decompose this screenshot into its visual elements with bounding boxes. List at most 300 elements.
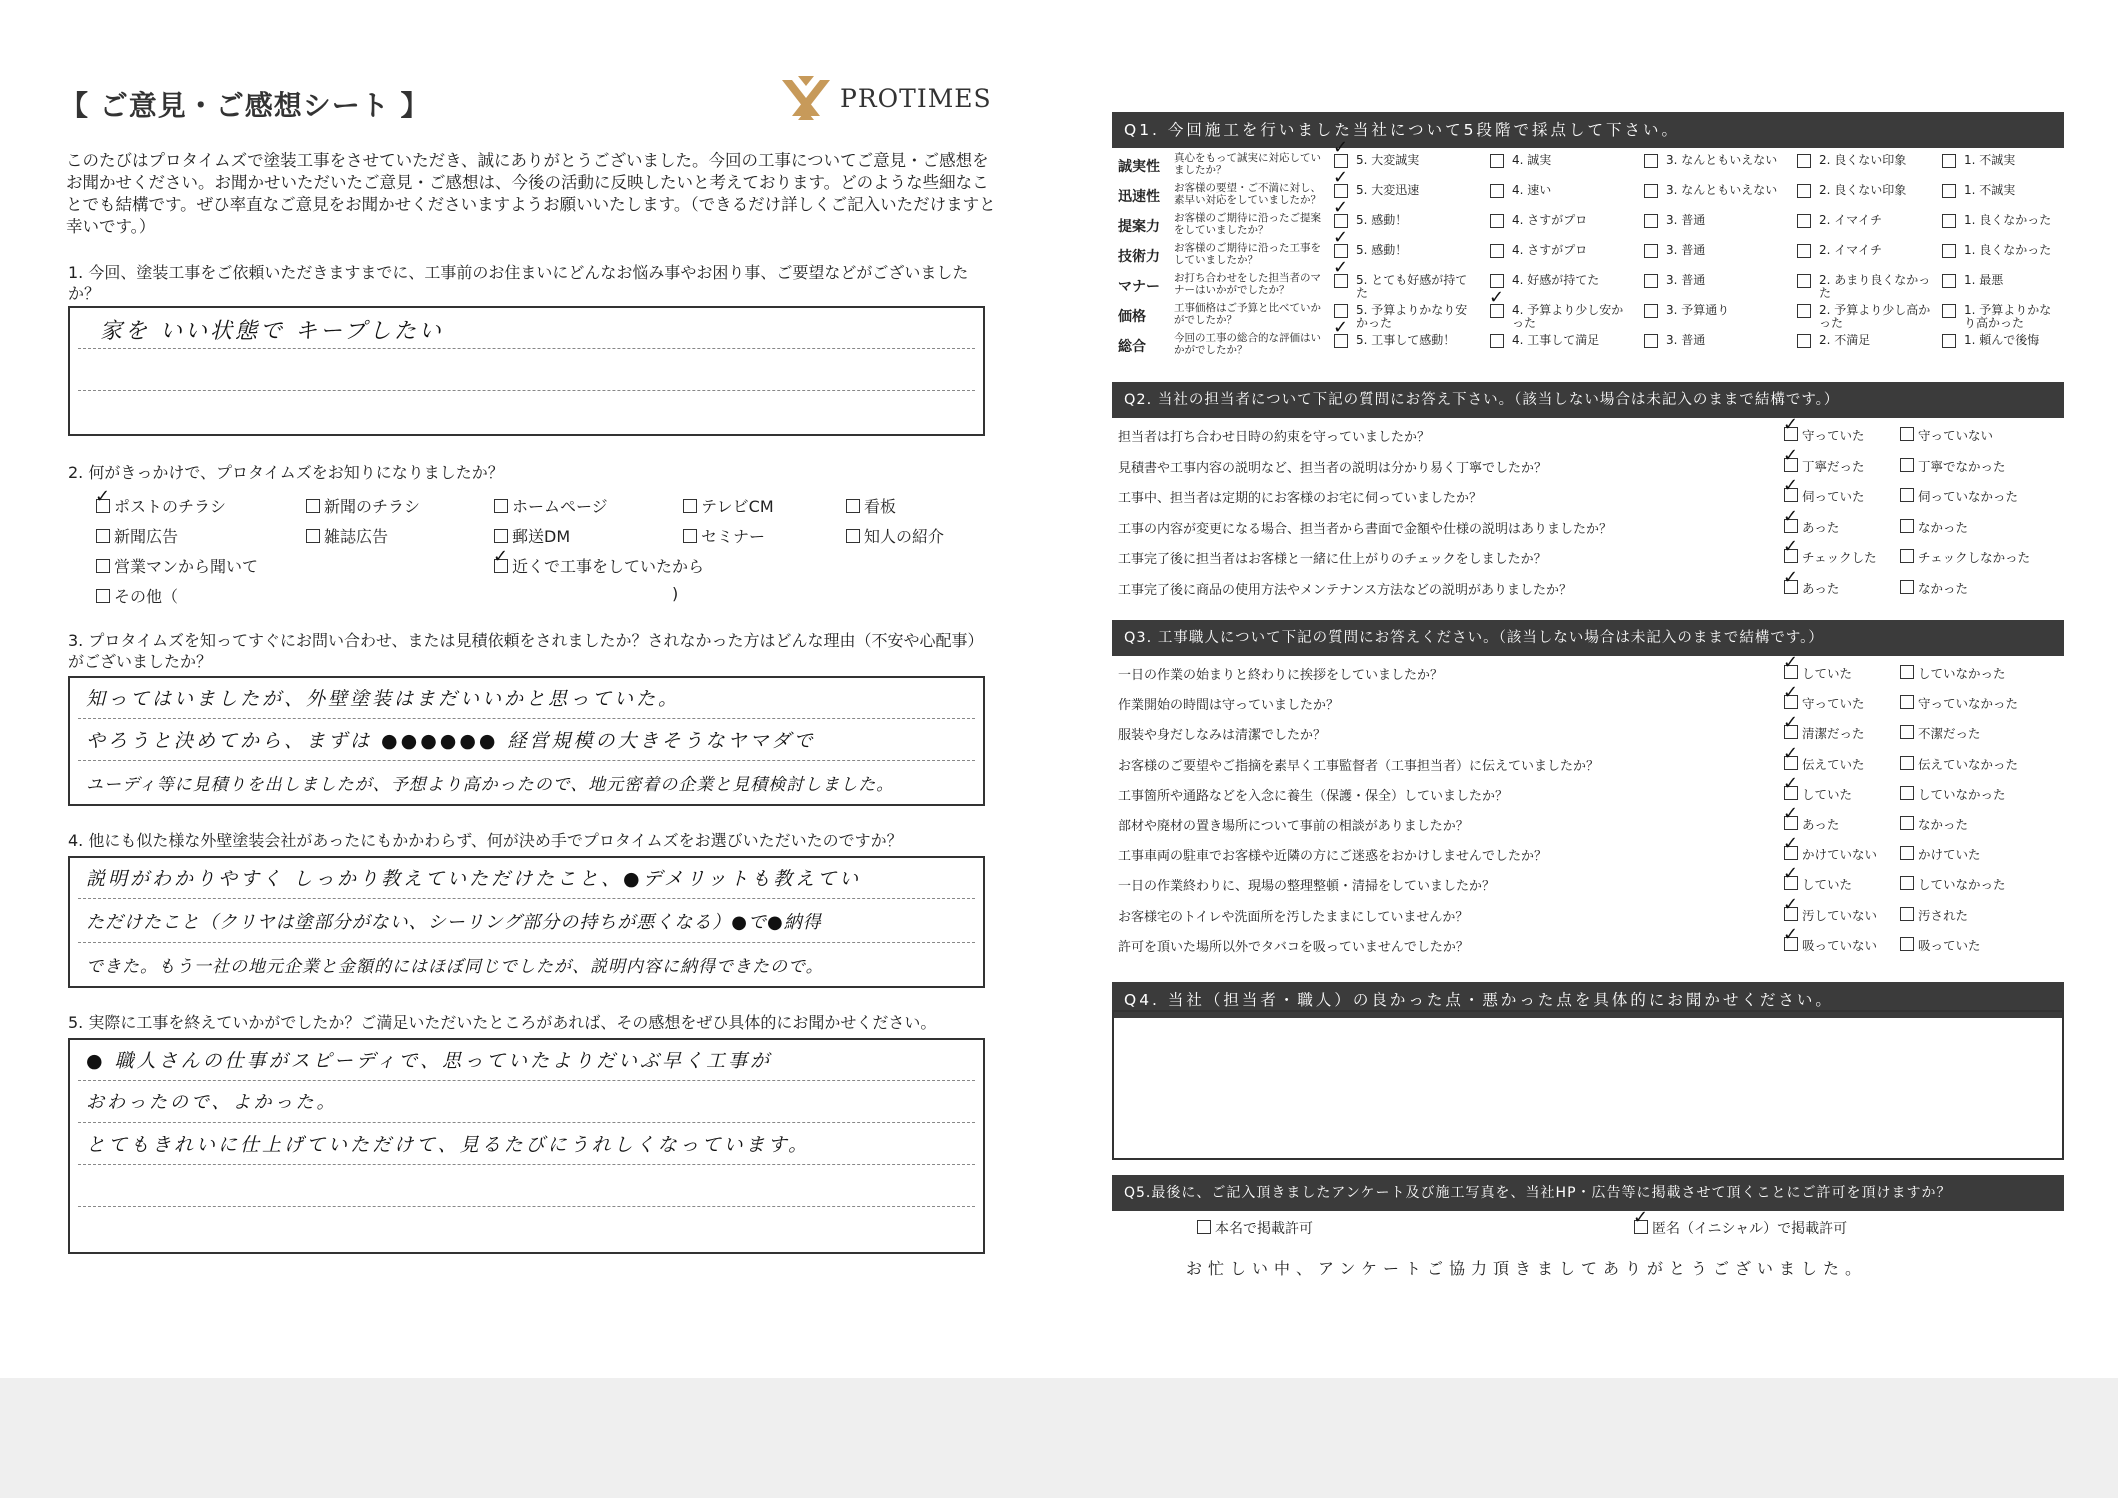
q3-option-yes[interactable] [1784,785,1852,803]
q2-option[interactable]: 郵送DM [494,524,570,547]
checkbox-checked[interactable] [1784,458,1798,472]
q1-option[interactable] [1644,214,1784,228]
answer-5-line: おわったので、よかった。 [86,1092,338,1113]
q2-option[interactable]: 看板 [846,494,896,517]
dashed-line [78,390,975,391]
q2-option-label: あった [1802,580,1840,596]
q3-question: 一日の作業の始まりと終わりに挨拶をしていましたか？ [1118,668,1444,683]
checkbox[interactable] [1490,184,1504,198]
answer-3-box [68,676,985,806]
q1-option-label: 1. 不誠実 [1964,153,2016,167]
checkbox[interactable] [1490,244,1504,258]
q1-option-label: 1. 不誠実 [1964,183,2016,197]
q3-option-label: していなかった [1918,877,2006,893]
dashed-line [78,1206,975,1207]
checkbox-checked[interactable] [1490,304,1504,318]
checkbox-checked[interactable] [1334,154,1348,168]
q1-option-label: 2. イマイチ [1819,243,1883,257]
checkbox[interactable] [1644,154,1658,168]
q2-option[interactable]: 新聞広告 [96,524,178,547]
checkbox[interactable] [1942,214,1956,228]
q3-option-label: 不潔だった [1918,726,1981,742]
q2-header: Q2. 当社の担当者について下記の質問にお答え下さい。（該当しない場合は未記入のままで結構です。） [1112,382,2064,418]
checkbox[interactable] [494,529,508,543]
q1-option-label: 3. 普通 [1666,273,1706,287]
q4-header: Q4. 当社（担当者・職人）の良かった点・悪かった点を具体的にお聞かせください。 [1112,982,2064,1018]
checkbox[interactable] [1942,244,1956,258]
checkbox[interactable] [1900,786,1914,800]
checkbox-checked[interactable] [1334,274,1348,288]
question-5: 5. 実際に工事を終えていかがでしたか？ご満足いただいたところがあれば、その感想をぜひ具体的にお聞かせください。 [68,1013,937,1032]
q1-option-label: 2. イマイチ [1819,213,1883,227]
q5-option-real-name[interactable]: 本名で掲載許可 [1197,1218,1313,1238]
q1-option-label: 3. 予算通り [1666,303,1730,317]
checkbox[interactable] [1942,184,1956,198]
q2-option-no[interactable] [1900,518,1968,536]
q3-option-label: していなかった [1918,666,2006,681]
q3-option-label: していた [1802,666,1853,681]
q4-answer-box[interactable] [1112,1010,2064,1160]
answer-5-box [68,1038,985,1254]
q3-option-no[interactable] [1900,906,1968,924]
q3-option-label: かけていた [1918,847,1981,863]
q1-option[interactable] [1797,244,1937,258]
q1-option-label: 1. 良くなかった [1964,243,2052,257]
checkbox[interactable] [1644,304,1658,318]
q3-option-yes[interactable] [1784,815,1839,833]
q1-option[interactable] [1644,154,1784,168]
checkbox[interactable] [1334,304,1348,318]
checkbox-checked[interactable] [1784,519,1798,533]
q1-option-label: 4. 工事して満足 [1512,333,1600,347]
checkbox[interactable] [1900,725,1914,739]
q1-option-label: 5. とても好感が持てた [1356,273,1468,300]
q1-option-label: 5. 感動！ [1356,243,1408,257]
q1-description: お客様のご期待に沿ったご提案をしていましたか？ [1174,212,1321,236]
q2-option-yes[interactable] [1784,487,1865,505]
q1-option-label: 4. 予算より少し安かった [1512,303,1624,330]
checkbox-checked[interactable] [1784,488,1798,502]
q1-option[interactable] [1797,214,1937,228]
q2-option-yes[interactable] [1784,579,1839,597]
q2-option[interactable]: ✓ 近くで工事をしていたから [494,554,704,577]
answer-3-line: 知ってはいましたが、外壁塗装はまだいいかと思っていた。 [86,688,681,710]
q2-option-yes[interactable] [1784,548,1877,566]
q3-question: 作業開始の時間は守っていましたか？ [1118,698,1340,714]
q2-option-label: 守っていない [1918,428,1994,443]
checkbox-checked[interactable] [1784,665,1798,679]
dashed-line [78,718,975,719]
q3-option-no[interactable] [1900,875,2006,893]
q3-option-yes[interactable] [1784,845,1877,863]
checkbox[interactable] [1900,695,1914,709]
dashed-line [78,348,975,349]
checkbox[interactable] [1900,907,1914,921]
q2-option[interactable]: その他（ [96,584,178,607]
q3-option-yes[interactable] [1784,724,1865,742]
q1-option[interactable] [1644,244,1784,258]
q3-option-yes[interactable] [1784,694,1865,712]
q1-category: 技術力 [1118,249,1160,265]
answer-1-line: 家を いい状態で キープしたい [100,319,444,344]
checkbox[interactable] [1900,549,1914,563]
q2-question: 工事完了後に担当者はお客様と一緒に仕上がりのチェックをしましたか？ [1118,552,1547,567]
q3-option-no[interactable] [1900,936,1981,954]
q2-question: 担当者は打ち合わせ日時の約束を守っていましたか？ [1118,430,1431,445]
q1-category: 誠実性 [1118,159,1160,175]
checkbox[interactable] [1797,304,1811,318]
q3-question: 部材や廃材の置き場所について事前の相談がありましたか？ [1118,819,1469,834]
checkbox[interactable] [1900,846,1914,860]
protimes-logo-icon [778,74,834,122]
q1-option-label: 3. 普通 [1666,243,1706,257]
q1-option[interactable] [1797,154,1937,168]
answer-1-box [68,306,985,436]
q1-option[interactable] [1490,184,1630,198]
q2-option-no[interactable] [1900,457,2006,475]
answer-5-line: ● 職人さんの仕事がスピーディで、思っていたよりだいぶ早く工事が [86,1050,772,1072]
q3-option-no[interactable] [1900,664,2006,682]
checkbox[interactable] [1797,184,1811,198]
question-1: 1. 今回、塗装工事をご依頼いただきますまでに、工事前のお住まいにどんなお悩み事やお困り事、ご要望などがございましたか？ [68,263,969,303]
checkbox[interactable] [1900,580,1914,594]
q1-option-label: 4. さすがプロ [1512,213,1588,227]
question-3: 3. プロタイムズを知ってすぐにお問い合わせ、または見積依頼をされましたか？されなかった方はどんな理由（不安や心配事）がございましたか？ [68,631,984,671]
checkbox[interactable] [1644,334,1658,348]
q2-option-yes[interactable] [1784,457,1865,475]
q3-option-label: 伝えていた [1802,756,1865,772]
q3-question: 工事箇所や通路などを入念に養生（保護・保全）していましたか？ [1118,788,1509,804]
q3-question: お客様のご要望やご指摘を素早く工事監督者（工事担当者）に伝えていましたか？ [1118,758,1600,774]
q1-option-label: 2. 予算より少し高かった [1819,303,1931,330]
brand-name: PROTIMES [840,84,992,113]
checkbox-checked[interactable] [1784,725,1798,739]
q3-option-yes[interactable] [1784,906,1877,924]
q1-option[interactable] [1644,334,1784,348]
checkbox-checked[interactable] [494,559,508,573]
q1-header: Q1. 今回施工を行いました当社について5段階で採点して下さい。 [1112,112,2064,148]
q2-option-label: 伺っていた [1802,489,1865,504]
q3-header: Q3. 工事職人について下記の質問にお答えください。（該当しない場合は未記入のままで結構です。） [1112,620,2064,656]
q5-option-anonymous[interactable]: ✓ 匿名（イニシャル）で掲載許可 [1634,1218,1847,1238]
q3-option-label: 汚された [1918,907,1969,923]
q1-option[interactable] [1334,274,1474,300]
q1-option-label: 3. なんともいえない [1666,183,1778,197]
checkbox[interactable] [1797,244,1811,258]
q1-option[interactable] [1334,334,1474,348]
checkbox-checked[interactable] [1784,876,1798,890]
q1-option-label: 4. 好感が持てた [1512,273,1600,287]
checkbox-checked[interactable] [1784,756,1798,770]
q2-question: 工事完了後に商品の使用方法やメンテナンス方法などの説明がありましたか？ [1118,582,1572,598]
checkbox-checked[interactable] [1784,786,1798,800]
q3-option-yes[interactable] [1784,936,1877,954]
q1-option[interactable] [1334,184,1474,198]
checkbox[interactable] [1900,458,1914,472]
checkbox[interactable] [1942,274,1956,288]
q3-question: 一日の作業終わりに、現場の整理整頓・清掃をしていましたか？ [1118,879,1496,895]
q1-description: お打ち合わせをした担当者のマナーはいかがでしたか？ [1174,272,1321,296]
dashed-line [78,898,975,899]
q3-question: お客様宅のトイレや洗面所を汚したままにしていませんか？ [1118,909,1469,925]
q1-option[interactable] [1644,184,1784,198]
dashed-line [78,1164,975,1165]
q1-option[interactable] [1942,214,2062,228]
q1-option-label: 1. 予算よりかなり高かった [1964,303,2052,330]
q1-description: 工事価格はご予算と比べていかがでしたか？ [1174,302,1321,326]
q1-option[interactable] [1490,154,1630,168]
q1-option-label: 3. 普通 [1666,333,1706,347]
checkbox[interactable] [306,529,320,543]
q3-option-yes[interactable] [1784,664,1852,682]
q1-option-label: 4. 速い [1512,183,1552,197]
q1-option[interactable] [1942,274,2062,288]
q1-option-label: 2. 良くない印象 [1819,183,1907,197]
q1-option-label: 1. 良くなかった [1964,213,2052,227]
checkbox[interactable] [1900,816,1914,830]
q1-category: 迅速性 [1118,189,1160,205]
checkbox[interactable] [1644,244,1658,258]
q1-option[interactable] [1490,244,1630,258]
checkbox[interactable] [1797,334,1811,348]
q2-option-label: チェックした [1802,550,1877,565]
checkbox[interactable] [96,589,110,603]
checkbox[interactable] [846,499,860,513]
q1-option[interactable] [1334,154,1474,168]
checkbox-checked[interactable] [1634,1220,1648,1234]
thanks-message: お忙しい中、アンケートご協力頂きましてありがとうございました。 [1186,1259,1868,1278]
q2-option-yes[interactable] [1784,426,1865,444]
q1-option-label: 2. 良くない印象 [1819,153,1907,167]
q1-category: 価格 [1118,309,1146,325]
checkbox[interactable] [306,499,320,513]
q2-option-label: あった [1802,519,1840,535]
checkbox-checked[interactable] [1334,214,1348,228]
checkbox-checked[interactable] [1784,580,1798,594]
checkbox-checked[interactable] [1334,244,1348,258]
q1-option[interactable] [1490,274,1630,288]
q3-question: 服装や身だしなみは清潔でしたか？ [1118,728,1327,744]
q2-option[interactable]: 雑誌広告 [306,524,388,547]
q2-question: 工事中、担当者は定期的にお客様のお宅に伺っていましたか？ [1118,491,1483,506]
answer-3-line: やろうと決めてから、まずは ●●●●●● 経営規模の大きそうなヤマダで [86,730,816,752]
q1-option-label: 4. さすがプロ [1512,243,1588,257]
checkbox[interactable] [1490,214,1504,228]
q3-option-no[interactable] [1900,755,2018,773]
dashed-line [78,760,975,761]
answer-3-line: ユーディ等に見積りを出しましたが、予想より高かったので、地元密着の企業と見積検討しました。 [86,775,895,795]
q1-option[interactable] [1334,244,1474,258]
q1-option-label: 2. 不満足 [1819,333,1871,347]
q2-option-label: なかった [1918,580,1969,596]
q2-option-label: なかった [1918,519,1969,535]
checkbox-checked[interactable] [1334,334,1348,348]
q1-option-label: 5. 大変迅速 [1356,183,1420,197]
checkbox[interactable] [1900,519,1914,533]
q1-option[interactable] [1797,334,1937,348]
checkbox-checked[interactable] [1784,816,1798,830]
checkbox[interactable] [1797,154,1811,168]
checkbox-checked[interactable] [1784,846,1798,860]
dashed-line [78,942,975,943]
q2-option[interactable]: ✓ポストのチラシ [96,494,226,517]
checkbox[interactable] [683,529,697,543]
answer-4-line: ただけたこと（クリヤは塗部分がない、シーリング部分の持ちが悪くなる）●で●納得 [86,912,822,933]
q3-option-label: なかった [1918,817,1969,832]
dashed-line [78,1122,975,1123]
checkbox[interactable] [96,559,110,573]
q1-description: お客様の要望・ご不満に対し、素早い対応をしていましたか？ [1174,182,1321,206]
q1-option[interactable] [1942,154,2062,168]
answer-4-line: 説明がわかりやすく しっかり教えていただけたこと、●デメリットも教えてい [86,868,862,890]
q1-category: 総合 [1118,339,1146,355]
q1-option[interactable] [1490,334,1630,348]
checkbox-checked[interactable] [1784,937,1798,951]
q1-category: 提案力 [1118,219,1160,235]
q1-option[interactable] [1942,184,2062,198]
q3-option-label: していた [1802,877,1853,893]
checkbox-checked[interactable] [1784,907,1798,921]
q1-option-label: 5. 工事して感動！ [1356,333,1456,347]
q3-option-label: 清潔だった [1802,726,1865,742]
answer-4-line: できた。もう一社の地元企業と金額的にはほぼ同じでしたが、説明内容に納得できたので。 [86,957,824,977]
q1-option-label: 1. 頼んで後悔 [1964,333,2040,347]
q3-option-label: していなかった [1918,786,2006,802]
q1-description: お客様のご期待に沿った工事をしていましたか？ [1174,242,1321,266]
q3-option-label: 伝えていなかった [1918,756,2019,772]
checkbox[interactable] [96,529,110,543]
q2-option[interactable]: 営業マンから聞いて [96,554,258,577]
q2-option[interactable]: ホームページ [494,494,608,517]
answer-5-line: とてもきれいに仕上げていただけて、見るたびにうれしくなっています。 [86,1134,811,1156]
q1-option-label: 5. 感動！ [1356,213,1408,227]
question-2: 2. 何がきっかけで、プロタイムズをお知りになりましたか？ [68,463,504,482]
q3-option-label: 吸っていた [1918,937,1981,953]
checkbox[interactable] [1942,304,1956,318]
checkbox[interactable] [1644,214,1658,228]
q1-category: マナー [1118,279,1160,295]
checkbox[interactable] [1900,876,1914,890]
q3-option-no[interactable] [1900,724,1981,742]
q1-option-label: 5. 大変誠実 [1356,153,1420,167]
q3-option-no[interactable] [1900,815,1968,833]
question-4: 4. 他にも似た様な外壁塗装会社があったにもかかわらず、何が決め手でプロタイムズをお選びいただいたのですか？ [68,831,903,850]
q1-option[interactable] [1490,214,1630,228]
q2-option[interactable]: テレビCM [683,494,774,517]
q1-option[interactable] [1644,274,1784,288]
answer-4-box [68,856,985,988]
q3-option-yes[interactable] [1784,875,1852,893]
q1-option-label: 3. なんともいえない [1666,153,1778,167]
q3-option-label: 吸っていない [1802,937,1878,953]
q1-option-label: 1. 最悪 [1964,273,2004,287]
checkbox[interactable] [1490,274,1504,288]
q2-option-no[interactable] [1900,426,1993,444]
q3-option-no[interactable] [1900,694,2018,712]
checkbox[interactable] [1900,488,1914,502]
q3-option-label: 汚していない [1802,907,1878,923]
q2-option-label: 伺っていなかった [1918,489,2019,504]
checkbox[interactable] [1490,334,1504,348]
q1-description: 今回の工事の総合的な評価はいかがでしたか？ [1174,332,1321,356]
q1-option[interactable] [1334,304,1474,330]
q3-question: 工事車両の駐車でお客様や近隣の方にご迷惑をおかけしませんでしたか？ [1118,849,1548,865]
checkbox[interactable] [1490,154,1504,168]
q1-option[interactable] [1490,304,1630,330]
checkbox-checked[interactable] [1334,184,1348,198]
sheet-title: 【 ご意見・ご感想シート 】 [60,89,430,122]
checkbox-checked[interactable] [1784,695,1798,709]
q1-option[interactable] [1334,214,1474,228]
q2-other-close: ) [672,584,679,603]
checkbox-checked[interactable] [1784,549,1798,563]
q3-question: 許可を頂いた場所以外でタバコを吸っていませんでしたか？ [1118,939,1469,955]
q2-option-no[interactable] [1900,579,1968,597]
left-sheet [0,0,1062,1378]
q2-option[interactable]: セミナー [683,524,765,547]
q3-option-no[interactable] [1900,785,2006,803]
checkbox[interactable] [1197,1220,1211,1234]
checkbox[interactable] [683,499,697,513]
checkbox[interactable] [1797,214,1811,228]
q2-option-no[interactable] [1900,548,2030,566]
checkbox[interactable] [1900,937,1914,951]
q2-option-label: チェックしなかった [1918,550,2031,565]
q1-option[interactable] [1797,184,1937,198]
checkbox[interactable] [1942,334,1956,348]
checkbox[interactable] [1942,154,1956,168]
q3-option-label: 守っていた [1802,696,1865,712]
q1-option[interactable] [1942,244,2062,258]
q1-option-label: 3. 普通 [1666,213,1706,227]
checkbox-checked[interactable] [1784,427,1798,441]
q2-option-no[interactable] [1900,487,2018,505]
intro-text: このたびはプロタイムズで塗装工事をさせていただき、誠にありがとうございました。今回の工事についてご意見・ご感想をお聞かせください。お聞かせいただいたご意見・ご感想は、今後の活動に反映したいと考えております。どのような些細なことでも結構です。ぜひ率直なご意見をお聞かせくださいますようお願いいたします。（できるだけ詳しくご記入いただけますと幸いです。） [66,151,996,236]
q3-option-label: あった [1802,817,1840,832]
q2-option[interactable]: 知人の紹介 [846,524,944,547]
q2-option-yes[interactable] [1784,518,1839,536]
q1-option[interactable] [1797,274,1937,300]
checkbox-checked[interactable] [96,499,110,513]
checkbox[interactable] [846,529,860,543]
q2-option-label: 丁寧だった [1802,458,1865,474]
q3-option-yes[interactable] [1784,755,1865,773]
q1-option[interactable] [1797,304,1937,330]
checkbox[interactable] [494,499,508,513]
q1-option-label: 4. 誠実 [1512,153,1552,167]
q1-option[interactable] [1942,304,2062,330]
q2-option[interactable]: 新聞のチラシ [306,494,420,517]
q1-option-label: 2. あまり良くなかった [1819,273,1931,300]
checkbox[interactable] [1644,274,1658,288]
q1-option-label: 5. 予算よりかなり安かった [1356,303,1468,330]
checkbox[interactable] [1797,274,1811,288]
q1-option[interactable] [1644,304,1784,318]
checkbox[interactable] [1900,665,1914,679]
checkbox[interactable] [1900,427,1914,441]
checkbox[interactable] [1900,756,1914,770]
checkbox[interactable] [1644,184,1658,198]
q5-header: Q5.最後に、ご記入頂きましたアンケート及び施工写真を、当社HP・広告等に掲載させて頂くことにご許可を頂けますか？ [1112,1175,2064,1211]
q3-option-no[interactable] [1900,845,1981,863]
q3-option-label: かけていない [1802,847,1878,863]
q3-option-label: していた [1802,786,1853,802]
q2-question: 見積書や工事内容の説明など、担当者の説明は分かり易く丁寧でしたか？ [1118,460,1548,476]
protimes-logo [778,74,998,122]
q1-option[interactable] [1942,334,2062,348]
q2-question: 工事の内容が変更になる場合、担当者から書面で金額や仕様の説明はありましたか？ [1118,521,1613,537]
q1-description: 真心をもって誠実に対応していましたか？ [1174,152,1321,176]
